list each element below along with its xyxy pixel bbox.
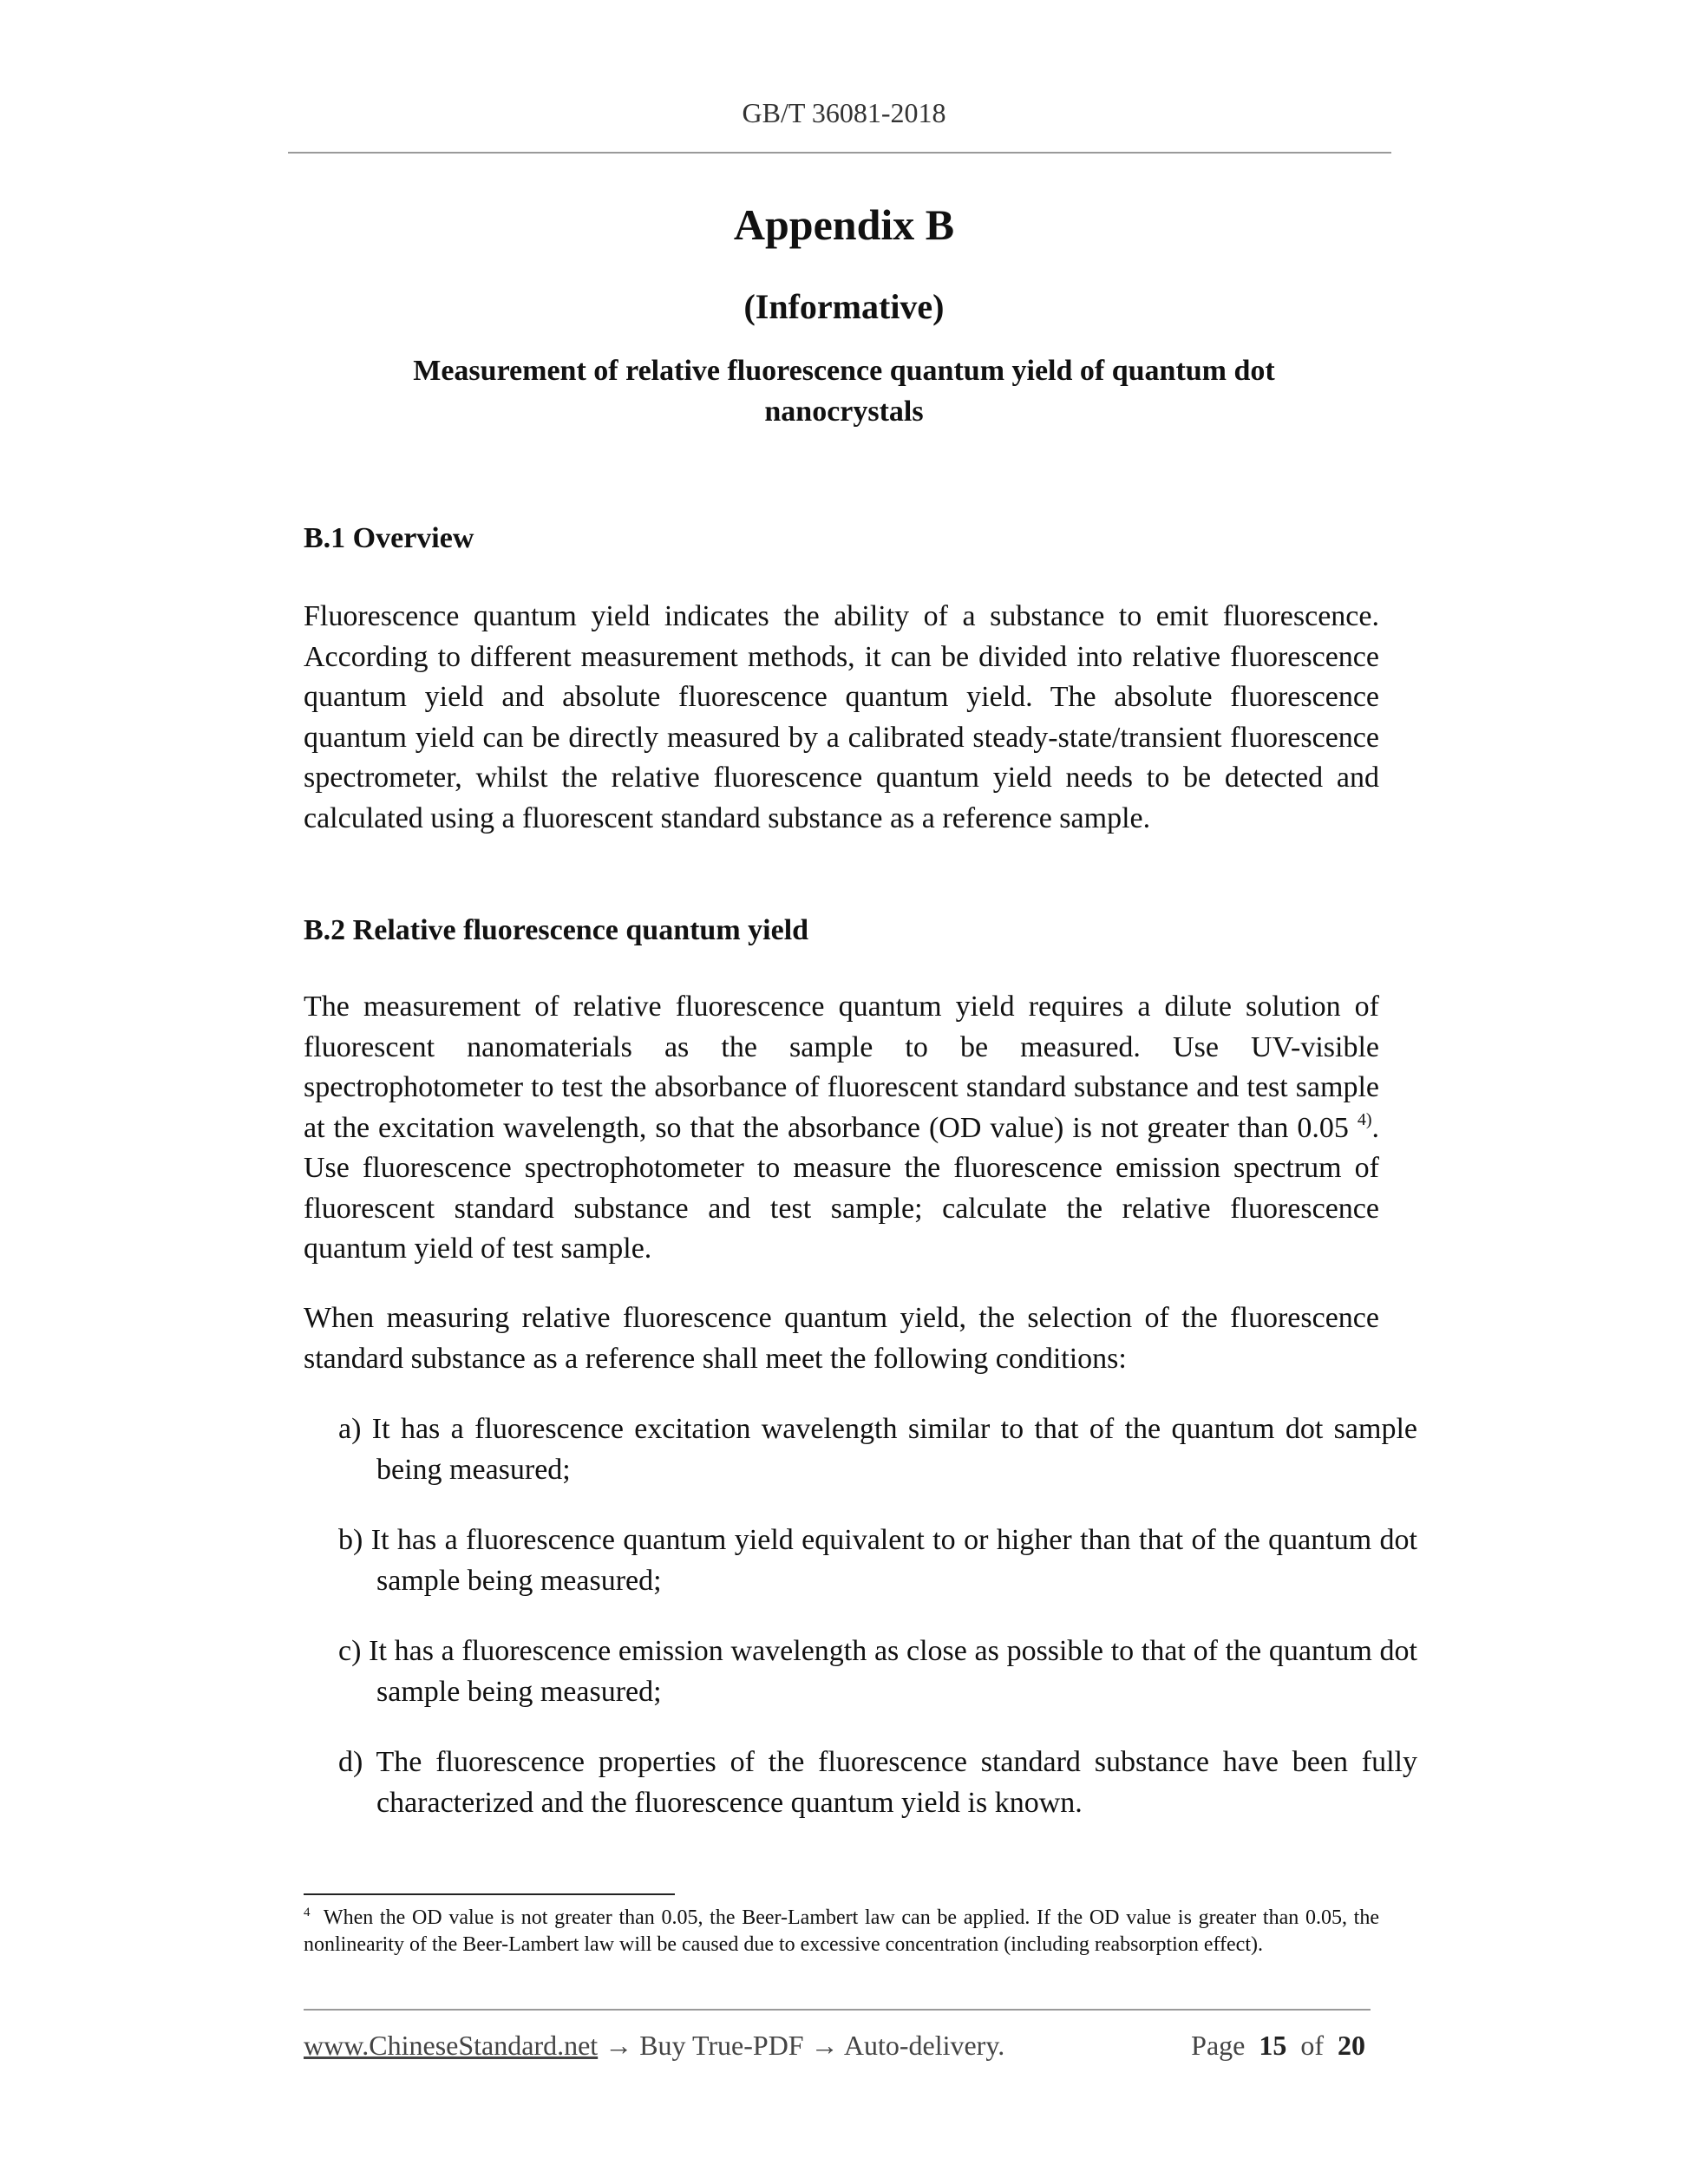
page-indicator — [1191, 2030, 1365, 2062]
condition-item-d: d) The fluorescence properties of the fluorescence standard substance have been fully characterized and the fluorescence quantum yield is known. — [338, 1746, 1417, 1819]
b2-paragraph-1-part-a: The measurement of relative fluorescence quantum yield requires a dilute solution of fluorescent nanomaterials as the sample to be measured. Use UV-visible spectrophotometer to test the absorbance of fluorescent standard substance and test sample at the excitation wavelength, so that the absorbance (OD value) is not greater than 0.05 — [304, 991, 1379, 1144]
condition-item-c: c) It has a fluorescence emission wavelength as close as possible to that of the quantum dot sample being measured; — [338, 1635, 1417, 1708]
page-total: 20 — [1338, 2030, 1365, 2061]
header-divider — [288, 152, 1391, 154]
appendix-document-title: Measurement of relative fluorescence quantum yield of quantum dot nanocrystals — [413, 355, 1275, 428]
b2-paragraph-1-part-b: . Use fluorescence spectrophotometer to measure the fluorescence emission spectrum of fluorescent standard substance and test sample; calculate the relative fluorescence quantum yield of test sample. — [304, 1111, 1379, 1265]
page-label: Page — [1191, 2030, 1246, 2061]
appendix-title: Appendix B — [733, 200, 955, 249]
b2-paragraph-2: When measuring relative fluorescence quantum yield, the selection of the fluorescence standard substance as a reference shall meet the following conditions: — [304, 1302, 1379, 1375]
footnote-text: When the OD value is not greater than 0.05, the Beer-Lambert law can be applied. If the OD value is greater than 0.05, the nonlinearity of the Beer-Lambert law will be caused due to excessive concentration (including reabsorption effect). — [304, 1906, 1379, 1956]
section-heading-b1: B.1 Overview — [304, 522, 474, 554]
footnote-reference: 4) — [1357, 1109, 1372, 1129]
appendix-type: (Informative) — [743, 287, 945, 326]
header-standard-code: GB/T 36081-2018 — [742, 97, 946, 128]
footnote-divider — [304, 1893, 675, 1895]
condition-item-b: b) It has a fluorescence quantum yield equivalent to or higher than that of the quantum dot sample being measured; — [338, 1524, 1417, 1597]
page-footer — [304, 2030, 1371, 2062]
footer-promo: → Buy True-PDF → Auto-delivery. — [598, 2030, 1005, 2061]
condition-item-a: a) It has a fluorescence excitation wavelength similar to that of the quantum dot sample being measured; — [338, 1413, 1417, 1486]
b1-paragraph: Fluorescence quantum yield indicates the ability of a substance to emit fluorescence. According to different measurement methods, it can be divided into relative fluorescence quantum yield and absolute fluorescence quantum yield. The absolute fluorescence quantum yield can be directly measured by a calibrated steady-state/transient fluorescence spectrometer, whilst the relative fluorescence quantum yield needs to be detected and calculated using a fluorescent standard substance as a reference sample. — [304, 600, 1379, 834]
section-heading-b2: B.2 Relative fluorescence quantum yield — [304, 914, 809, 946]
footer-divider — [304, 2009, 1371, 2011]
b2-paragraph-1 — [304, 987, 1379, 1270]
footnote — [304, 1905, 1379, 1958]
site-link[interactable]: www.ChineseStandard.net — [304, 2030, 599, 2061]
footnote-mark: 4 — [304, 1906, 311, 1919]
of-label: of — [1300, 2030, 1324, 2061]
page-number: 15 — [1259, 2030, 1287, 2061]
